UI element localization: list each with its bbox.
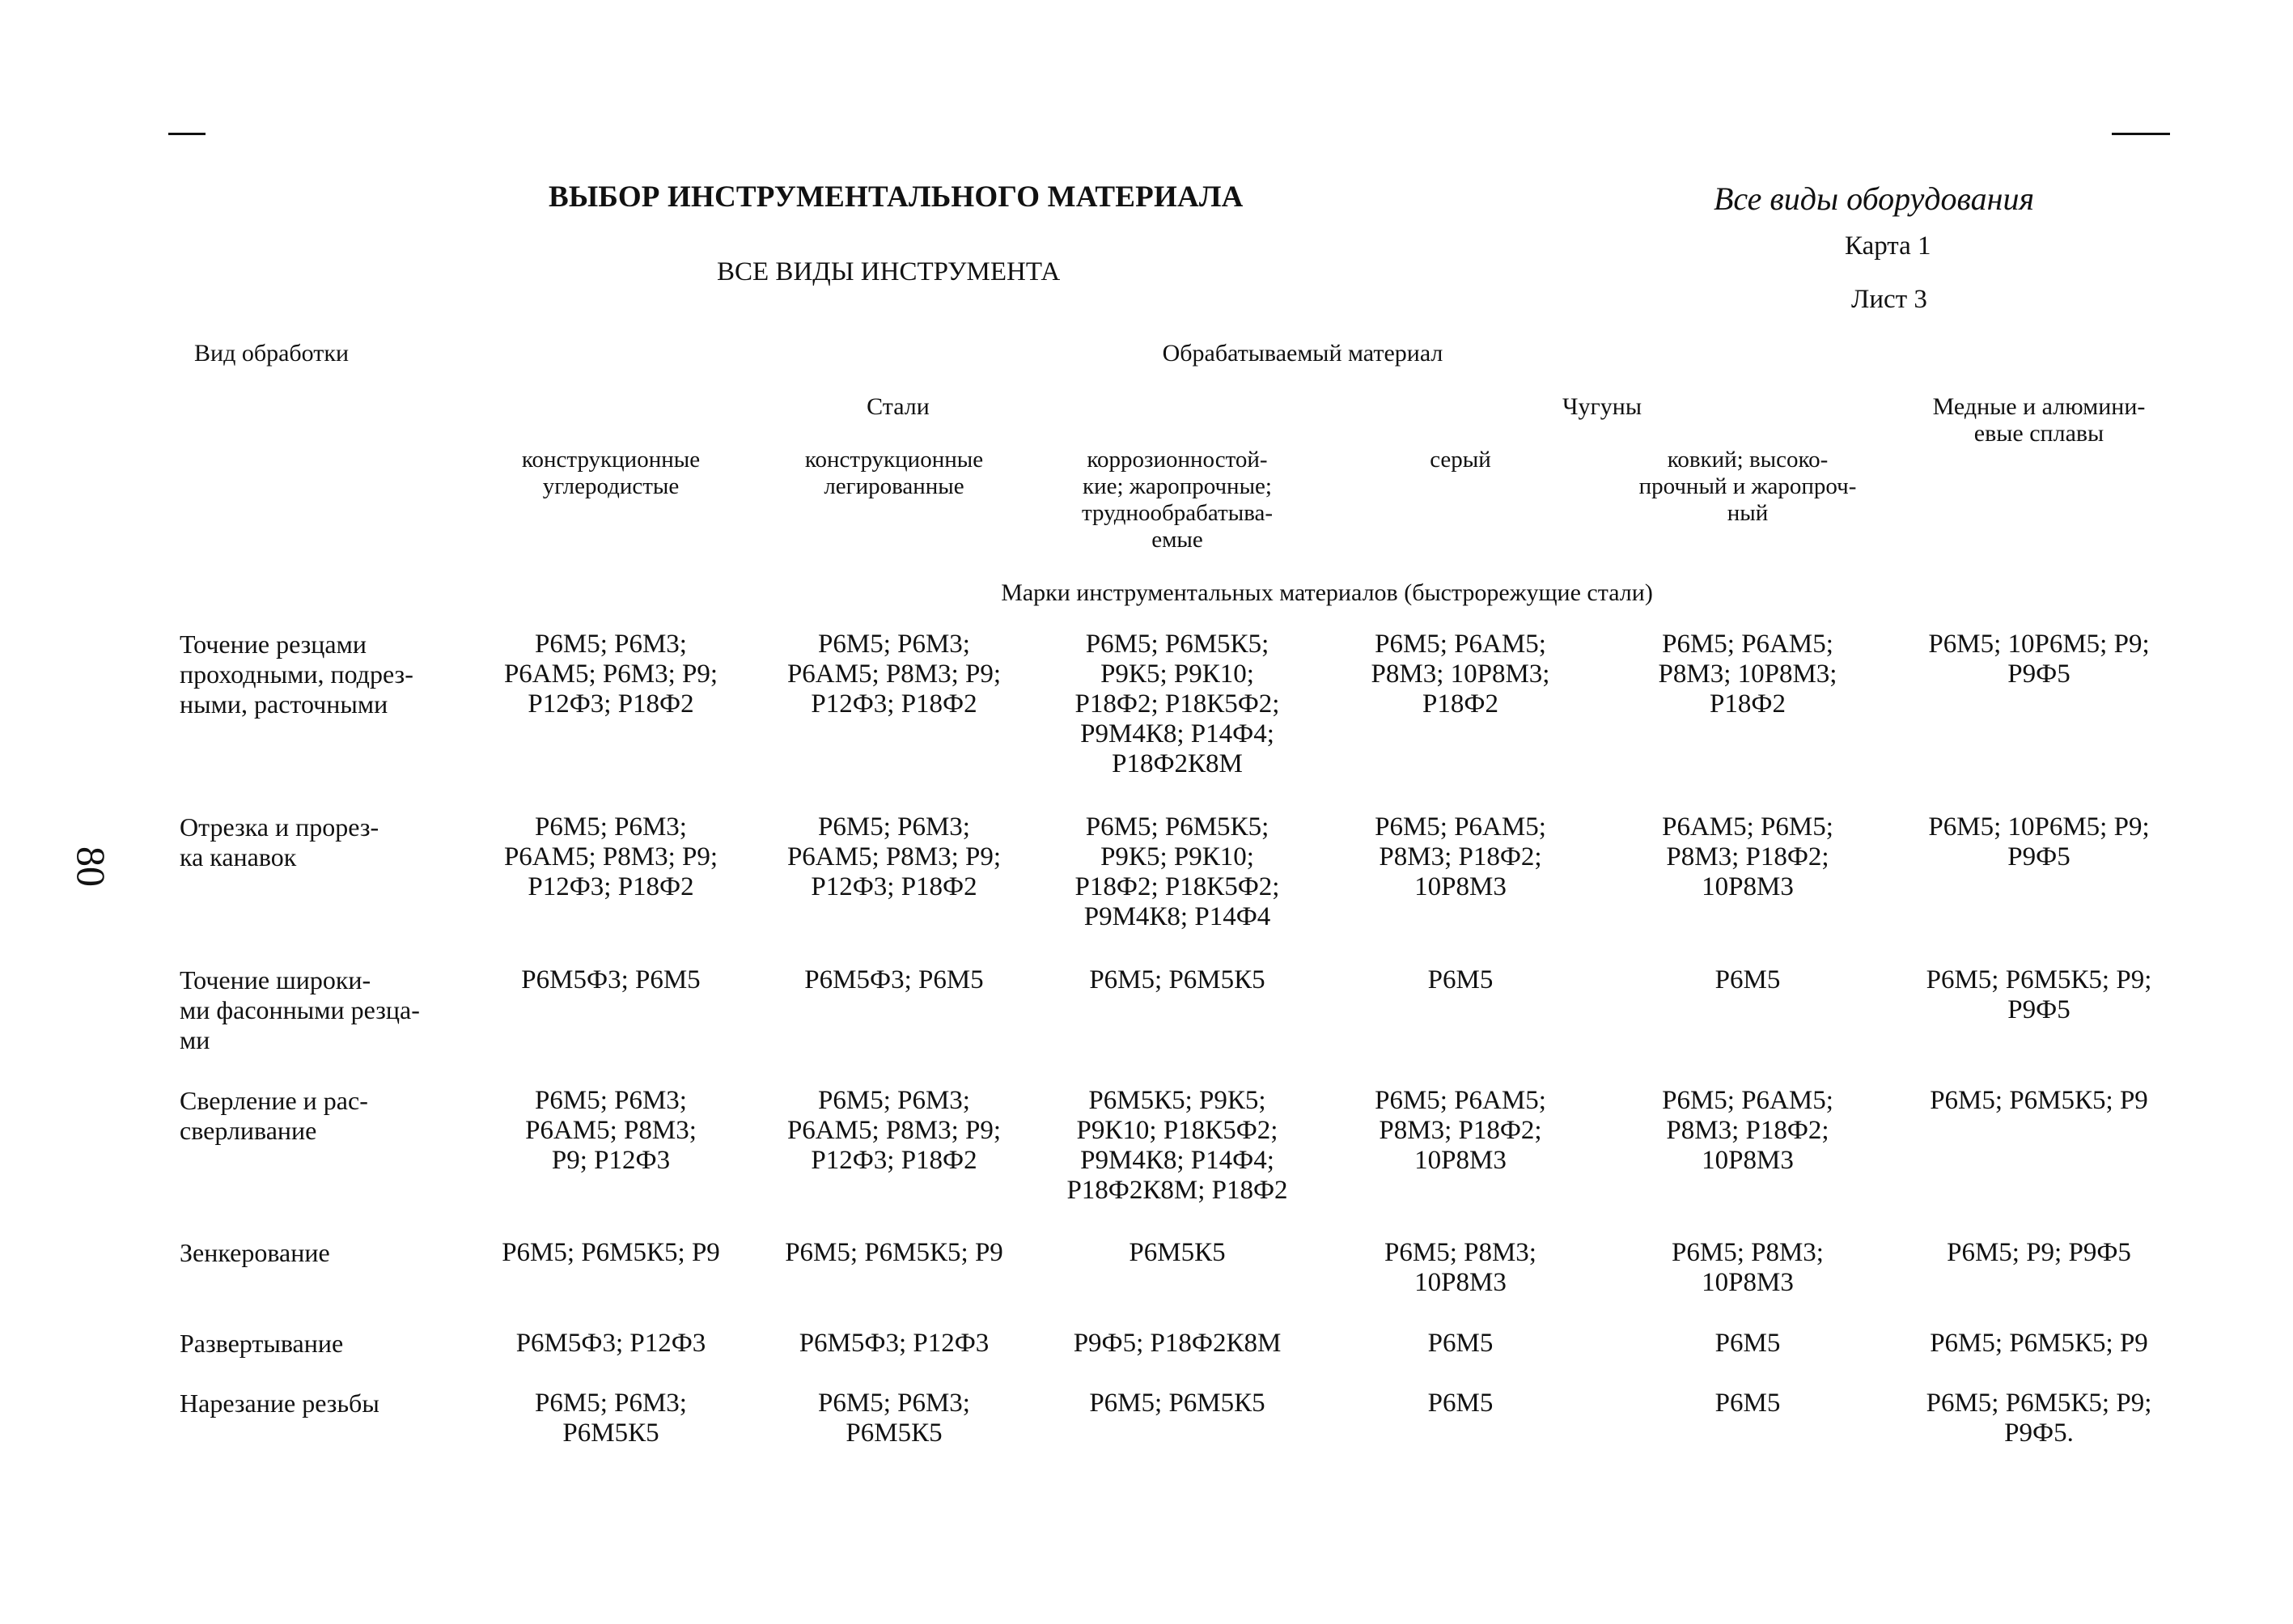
table-cell: Р6М5К5; Р9К5; Р9К10; Р18К5Ф2; Р9М4К8; Р14Ф4; Р18Ф2К8М; Р18Ф2 [1066,1086,1288,1205]
table-cell: Р6М5; Р6М5К5; Р9 [1930,1329,2148,1358]
table-cell: Р6М5; Р6М5К5; Р9; Р9Ф5. [1926,1389,2152,1448]
row-label: Зенкерование [180,1238,330,1267]
table-cell: Р6М5 [1714,1329,1781,1358]
table-cell: Р6М5; Р6М3; Р6АМ5; Р8М3; Р9; Р12Ф3; Р18Ф2 [786,1086,1002,1175]
table-cell: Р6М5; Р6М5К5 [1089,965,1265,994]
group-cast-irons: Чугуны [1562,393,1642,420]
top-right-dash [2112,133,2170,135]
table-cell: Р6М5; Р6М3; Р6М5К5 [818,1389,970,1448]
column-header: конструкционные углеродистые [521,447,701,499]
table-cell: Р6М5; Р6М3; Р6АМ5; Р8М3; Р9; Р12Ф3; Р18Ф2 [786,812,1002,901]
row-label: Развертывание [180,1329,344,1358]
grades-header: Марки инструментальных материалов (быстрорежущие стали) [1001,579,1653,606]
table-cell: Р6М5Ф3; Р6М5 [521,965,701,994]
table-cell: Р6М5Ф3; Р6М5 [804,965,984,994]
table-cell: Р6М5; Р6М5К5; Р9 [502,1238,720,1267]
row-label: Нарезание резьбы [180,1389,379,1418]
row-label: Точение широки- ми фасонными резца- ми [180,965,420,1054]
table-cell: Р6М5 [1714,1389,1781,1418]
table-cell: Р6М5; Р6М5К5; Р9К5; Р9К10; Р18Ф2; Р18К5Ф2; Р9М4К8; Р14Ф4; Р18Ф2К8М [1074,630,1280,778]
table-cell: Р6АМ5; Р6М5; Р8М3; Р18Ф2; 10Р8М3 [1662,812,1833,901]
table-cell: Р6М5; Р8М3; 10Р8М3 [1672,1238,1824,1297]
page-number: 80 [69,846,114,887]
top-left-dash [168,133,206,135]
table-cell: Р6М5; Р6М3; Р6АМ5; Р8М3; Р9; Р12Ф3; Р18Ф2 [786,630,1002,719]
row-header: Вид обработки [194,340,350,367]
table-cell: Р6М5К5 [1129,1238,1226,1267]
table-cell: Р6М5; 10Р6М5; Р9; Р9Ф5 [1928,812,2150,871]
table-cell: Р6М5; Р6М3; Р6АМ5; Р6М3; Р9; Р12Ф3; Р18Ф2 [503,630,718,719]
table-cell: Р6М5; Р6АМ5; Р8М3; 10Р8М3; Р18Ф2 [1658,630,1837,719]
table-cell: Р6М5; Р6М3; Р6М5К5 [535,1389,687,1448]
card-number: Карта 1 [1845,231,1931,261]
table-cell: Р6М5; 10Р6М5; Р9; Р9Ф5 [1928,630,2150,689]
table-cell: Р6М5 [1427,1389,1494,1418]
page-subtitle: ВСЕ ВИДЫ ИНСТРУМЕНТА [717,257,1061,286]
column-header: конструкционные легированные [804,447,984,499]
column-header: коррозионностой- кие; жаропрочные; труднообрабатыва- емые [1081,447,1274,553]
table-cell: Р6М5; Р6М3; Р6АМ5; Р8М3; Р9; Р12Ф3; Р18Ф2 [503,812,718,901]
column-header: серый [1430,447,1491,473]
table-cell: Р6М5; Р6М5К5; Р9; Р9Ф5 [1926,965,2152,1024]
table-cell: Р6М5; Р6М5К5; Р9 [785,1238,1003,1267]
page-title: ВЫБОР ИНСТРУМЕНТАЛЬНОГО МАТЕРИАЛА [549,180,1244,214]
table-cell: Р6М5 [1714,965,1781,994]
table-cell: Р6М5; Р6М5К5; Р9К5; Р9К10; Р18Ф2; Р18К5Ф2; Р9М4К8; Р14Ф4 [1074,812,1280,931]
group-steels: Стали [867,393,930,420]
table-cell: Р6М5; Р6М5К5; Р9 [1930,1086,2148,1115]
row-label: Отрезка и прорез- ка канавок [180,812,379,871]
table-cell: Р6М5; Р6АМ5; Р8М3; 10Р8М3; Р18Ф2 [1371,630,1550,719]
table-cell: Р6М5; Р6АМ5; Р8М3; Р18Ф2; 10Р8М3 [1375,812,1546,901]
table-cell: Р6М5 [1427,1329,1494,1358]
table-cell: Р6М5 [1427,965,1494,994]
equipment-label: Все виды оборудования [1714,180,2035,217]
table-cell: Р9Ф5; Р18Ф2К8М [1073,1329,1282,1358]
row-label: Точение резцами проходными, подрез- ными, расточными [180,630,413,719]
table-cell: Р6М5; Р6М5К5 [1089,1389,1265,1418]
table-cell: Р6М5; Р9; Р9Ф5 [1947,1238,2131,1267]
material-header: Обрабатываемый материал [1162,340,1443,367]
table-cell: Р6М5Ф3; Р12Ф3 [515,1329,706,1358]
table-cell: Р6М5; Р6АМ5; Р8М3; Р18Ф2; 10Р8М3 [1662,1086,1833,1175]
table-cell: Р6М5Ф3; Р12Ф3 [799,1329,990,1358]
table-cell: Р6М5; Р8М3; 10Р8М3 [1384,1238,1536,1297]
column-header: ковкий; высоко- прочный и жаропроч- ный [1638,447,1857,526]
row-label: Сверление и рас- сверливание [180,1086,368,1145]
table-cell: Р6М5; Р6АМ5; Р8М3; Р18Ф2; 10Р8М3 [1375,1086,1546,1175]
sheet-number: Лист 3 [1851,285,1927,314]
table-cell: Р6М5; Р6М3; Р6АМ5; Р8М3; Р9; Р12Ф3 [525,1086,697,1175]
group-copper-aluminium: Медные и алюмини- евые сплавы [1932,393,2146,447]
